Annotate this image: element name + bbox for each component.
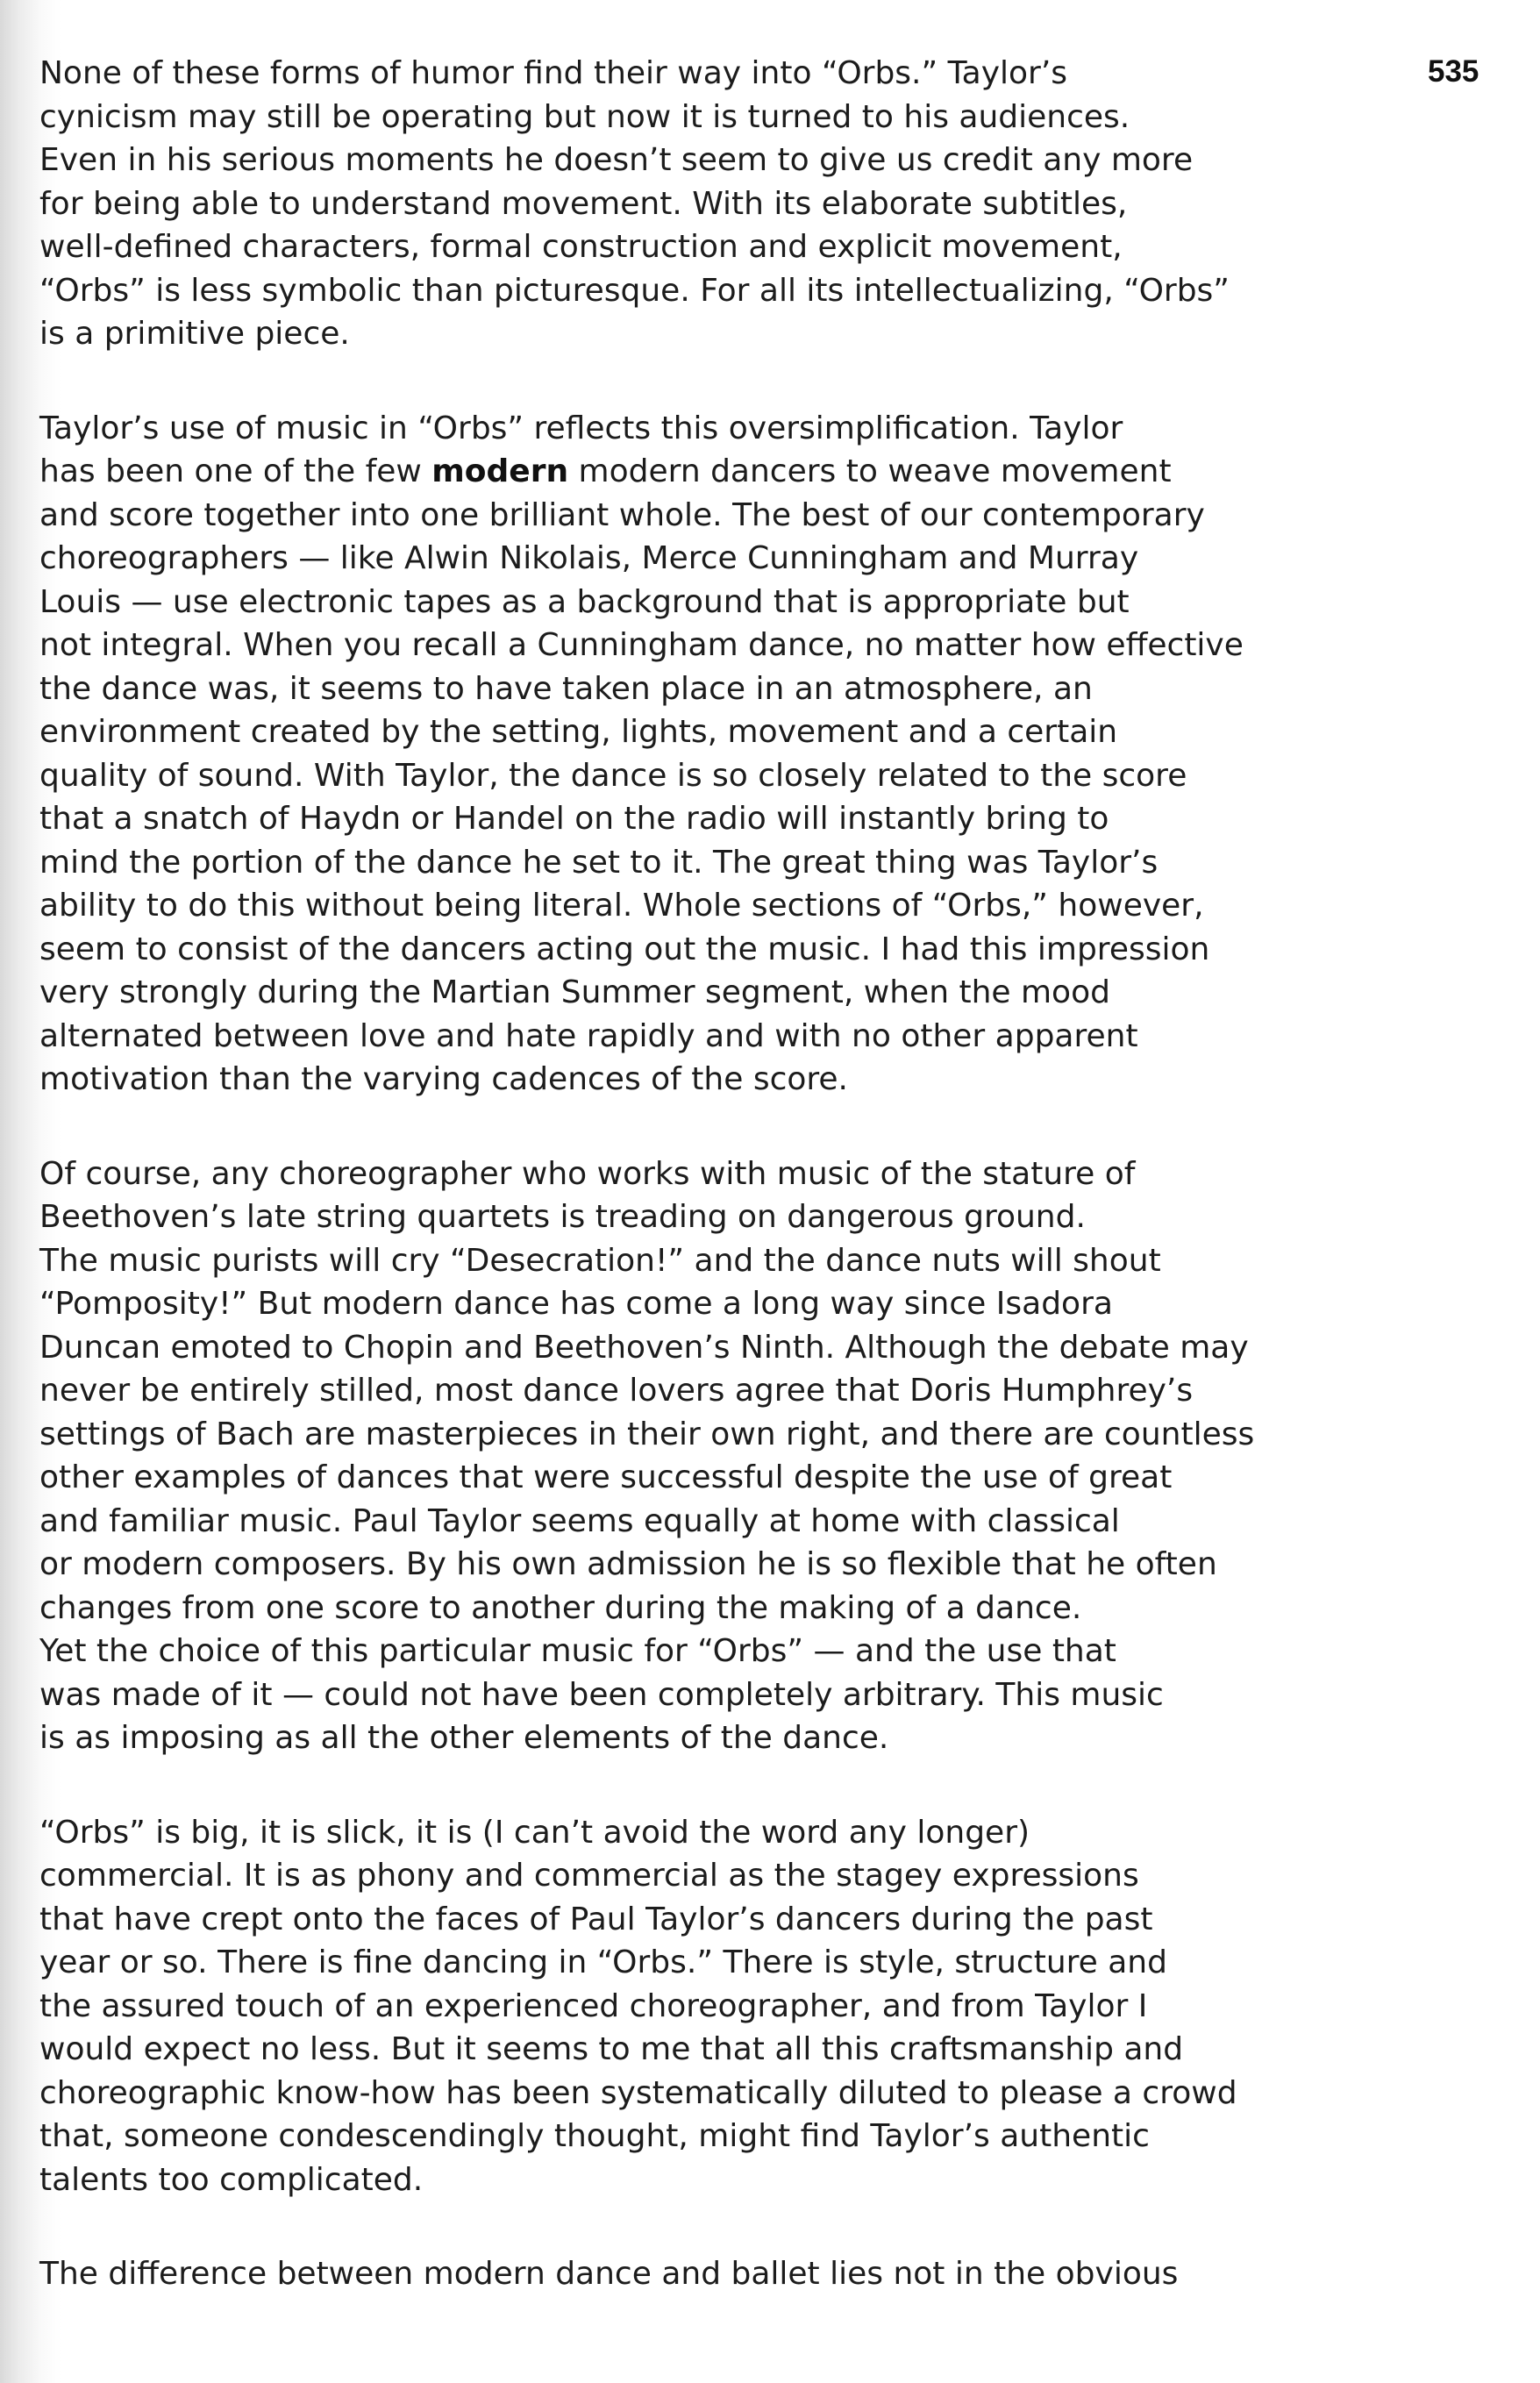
text-line: “Orbs” is less symbolic than picturesque. For all its intellectualizing, “Orbs”: [39, 272, 1230, 309]
text-line: and familiar music. Paul Taylor seems equally at home with classical: [39, 1502, 1120, 1539]
paragraph: [39, 2252, 1329, 2296]
text-line: [39, 450, 1329, 494]
paragraph: [39, 1152, 1329, 1760]
text-line: Yet the choice of this particular music for “Orbs” — and the use that: [39, 1633, 1116, 1669]
text-line: The difference between modern dance and ballet lies not in the obvious: [39, 2256, 1179, 2292]
text-line: never be entirely stilled, most dance lovers agree that Doris Humphrey’s: [39, 1373, 1194, 1409]
text-line: None of these forms of humor find their way into “Orbs.” Taylor’s: [39, 55, 1068, 91]
text-line: well-defined characters, formal construction and explicit movement,: [39, 229, 1123, 265]
text-line: The music purists will cry “Desecration!” and the dance nuts will shout: [39, 1242, 1161, 1279]
paragraph: [39, 407, 1329, 1102]
page-number: 535: [1428, 54, 1479, 89]
text-line: is as imposing as all the other elements of the dance.: [39, 1720, 889, 1756]
text-line: not integral. When you recall a Cunningham dance, no matter how effective: [39, 627, 1244, 663]
text-line: Taylor’s use of music in “Orbs” reflects this oversimplification. Taylor: [39, 410, 1123, 446]
text-line: ability to do this without being literal. Whole sections of “Orbs,” however,: [39, 888, 1204, 924]
text-line: Louis — use electronic tapes as a background that is appropriate but: [39, 583, 1130, 620]
text-line: Beethoven’s late string quartets is treading on dangerous ground.: [39, 1199, 1086, 1235]
text-line: that, someone condescendingly thought, might find Taylor’s authentic: [39, 2118, 1150, 2154]
text-line: that have crept onto the faces of Paul Taylor’s dancers during the past: [39, 1901, 1153, 1937]
text-line: for being able to understand movement. With its elaborate subtitles,: [39, 185, 1128, 222]
body-text: [39, 52, 1329, 2347]
text-line: Of course, any choreographer who works with music of the stature of: [39, 1155, 1136, 1192]
text-line: motivation than the varying cadences of the score.: [39, 1061, 848, 1097]
text-line: other examples of dances that were successful despite the use of great: [39, 1459, 1173, 1495]
text-line: was made of it — could not have been completely arbitrary. This music: [39, 1676, 1164, 1713]
text-line: year or so. There is fine dancing in “Orbs.” There is style, structure and: [39, 1944, 1167, 1980]
text-line: would expect no less. But it seems to me that all this craftsmanship and: [39, 2031, 1184, 2067]
paragraph: [39, 1811, 1329, 2202]
text-segment: has been one of the few: [39, 453, 432, 489]
text-line: very strongly during the Martian Summer segment, when the mood: [39, 974, 1110, 1010]
text-line: choreographers — like Alwin Nikolais, Merce Cunningham and Murray: [39, 540, 1139, 576]
text-line: Duncan emoted to Chopin and Beethoven’s Ninth. Although the debate may: [39, 1329, 1249, 1366]
text-segment: modern dancers to weave movement: [568, 453, 1172, 489]
text-line: quality of sound. With Taylor, the dance is so closely related to the score: [39, 757, 1187, 794]
text-line: the dance was, it seems to have taken place in an atmosphere, an: [39, 670, 1093, 707]
text-line: mind the portion of the dance he set to it. The great thing was Taylor’s: [39, 844, 1159, 881]
text-line: environment created by the setting, lights, movement and a certain: [39, 714, 1118, 750]
text-line: Even in his serious moments he doesn’t seem to give us credit any more: [39, 142, 1194, 178]
text-line: talents too complicated.: [39, 2161, 424, 2198]
text-line: commercial. It is as phony and commercial as the stagey expressions: [39, 1858, 1139, 1894]
text-line: or modern composers. By his own admission he is so flexible that he often: [39, 1546, 1217, 1582]
text-line: that a snatch of Haydn or Handel on the radio will instantly bring to: [39, 801, 1109, 837]
text-line: is a primitive piece.: [39, 316, 350, 352]
text-line: settings of Bach are masterpieces in their own right, and there are countless: [39, 1416, 1255, 1452]
text-line: choreographic know-how has been systematically diluted to please a crowd: [39, 2074, 1237, 2111]
text-line: changes from one score to another during the making of a dance.: [39, 1589, 1082, 1626]
paragraph: [39, 52, 1329, 356]
text-line: “Pomposity!” But modern dance has come a long way since Isadora: [39, 1286, 1113, 1322]
text-line: “Orbs” is big, it is slick, it is (I can’t avoid the word any longer): [39, 1814, 1030, 1851]
text-line: and score together into one brilliant whole. The best of our contemporary: [39, 496, 1205, 533]
text-line: alternated between love and hate rapidly and with no other apparent: [39, 1017, 1138, 1054]
text-line: the assured touch of an experienced choreographer, and from Taylor I: [39, 1987, 1148, 2024]
text-line: cynicism may still be operating but now it is turned to his audiences.: [39, 98, 1130, 135]
bold-word: modern: [431, 453, 569, 489]
text-line: seem to consist of the dancers acting out the music. I had this impression: [39, 931, 1210, 967]
